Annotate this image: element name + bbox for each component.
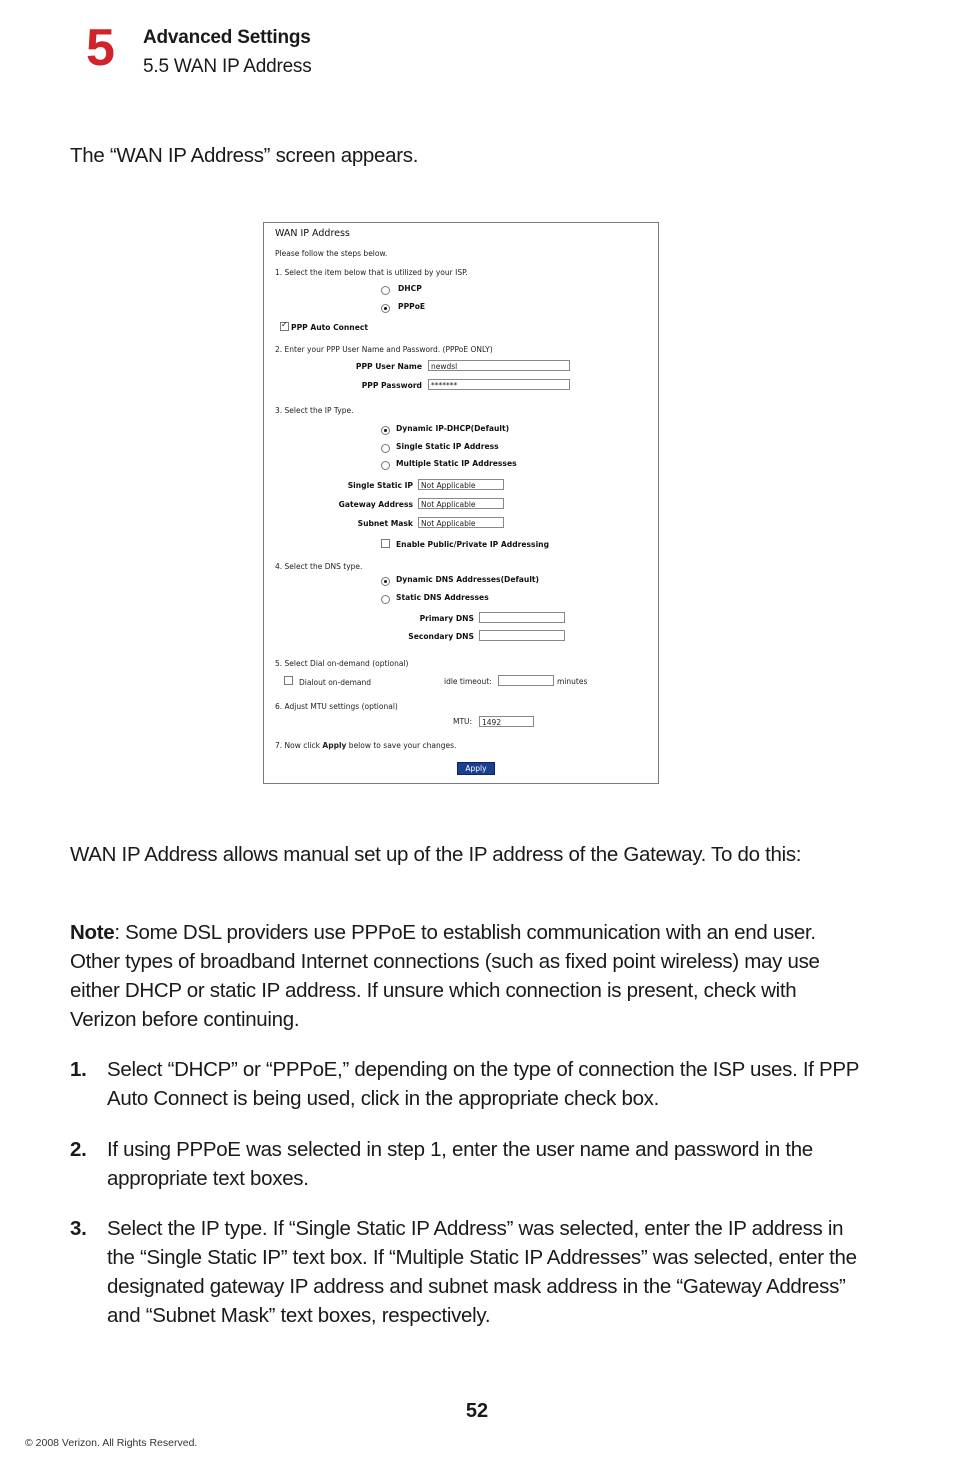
subnet-mask-input[interactable]: Not Applicable bbox=[418, 517, 504, 528]
pppoe-label: PPPoE bbox=[398, 302, 426, 311]
single-static-label: Single Static IP Address bbox=[396, 442, 499, 451]
ppp-user-label: PPP User Name bbox=[355, 362, 422, 371]
step1-text: 1. Select the item below that is utilized by your ISP. bbox=[275, 268, 468, 277]
screen-title: WAN IP Address bbox=[275, 228, 350, 239]
step-text: Select “DHCP” or “PPPoE,” depending on the type of connection the ISP uses. If PPP Auto Connect is being used, click in the appropriate check box. bbox=[107, 1058, 859, 1110]
static-dns-radio[interactable] bbox=[381, 595, 390, 604]
step5-text: 5. Select Dial on-demand (optional) bbox=[275, 659, 409, 668]
gateway-address-input[interactable]: Not Applicable bbox=[418, 498, 504, 509]
single-static-radio[interactable] bbox=[381, 444, 390, 453]
copyright: © 2008 Verizon. All Rights Reserved. bbox=[25, 1437, 198, 1449]
ppp-auto-connect-label: PPP Auto Connect bbox=[291, 323, 368, 332]
gateway-address-label: Gateway Address bbox=[338, 500, 413, 509]
note-label: Note bbox=[70, 921, 115, 944]
ppp-password-label: PPP Password bbox=[361, 381, 422, 390]
pppoe-radio[interactable] bbox=[381, 304, 390, 313]
wan-ip-screenshot bbox=[263, 222, 659, 784]
ppp-auto-connect-checkbox[interactable] bbox=[280, 322, 289, 331]
idle-timeout-label: idle timeout: bbox=[444, 677, 492, 686]
intro-text: The “WAN IP Address” screen appears. bbox=[70, 144, 419, 167]
step7-suffix: below to save your changes. bbox=[346, 741, 457, 750]
static-dns-label: Static DNS Addresses bbox=[396, 593, 489, 602]
multiple-static-label: Multiple Static IP Addresses bbox=[396, 459, 517, 468]
ppp-user-input[interactable]: newdsl bbox=[428, 360, 570, 371]
dynamic-dns-radio[interactable] bbox=[381, 577, 390, 586]
primary-dns-label: Primary DNS bbox=[419, 614, 474, 623]
step7-text bbox=[275, 741, 456, 750]
enable-public-private-checkbox[interactable] bbox=[381, 539, 390, 548]
ppp-password-input[interactable]: ******* bbox=[428, 379, 570, 390]
step-text: Select the IP type. If “Single Static IP Address” was selected, enter the IP address in the “Single Static IP” text box. If “Multiple Static IP Addresses” was selected, enter the designated gateway IP address and subnet mask address in the “Gateway Address” and “Subnet Mask” text boxes, respectively. bbox=[107, 1217, 857, 1327]
dhcp-radio[interactable] bbox=[381, 286, 390, 295]
dialout-label: Dialout on-demand bbox=[299, 678, 372, 687]
primary-dns-input[interactable] bbox=[479, 612, 565, 623]
multiple-static-radio[interactable] bbox=[381, 461, 390, 470]
idle-timeout-input[interactable] bbox=[498, 675, 554, 686]
single-static-ip-input[interactable]: Not Applicable bbox=[418, 479, 504, 490]
minutes-label: minutes bbox=[557, 677, 588, 686]
instructions-text: Please follow the steps below. bbox=[275, 249, 388, 258]
chapter-number: 5 bbox=[86, 19, 115, 77]
dynamic-ip-radio[interactable] bbox=[381, 426, 390, 435]
mtu-input[interactable]: 1492 bbox=[479, 716, 534, 727]
mtu-label: MTU: bbox=[453, 717, 473, 726]
dynamic-dns-label: Dynamic DNS Addresses(Default) bbox=[396, 575, 540, 584]
step3-text: 3. Select the IP Type. bbox=[275, 406, 354, 415]
step-number: 1. bbox=[70, 1058, 87, 1081]
step6-text: 6. Adjust MTU settings (optional) bbox=[275, 702, 398, 711]
step2-text: 2. Enter your PPP User Name and Password. (PPPoE ONLY) bbox=[275, 345, 493, 354]
dhcp-label: DHCP bbox=[398, 284, 422, 293]
step4-text: 4. Select the DNS type. bbox=[275, 562, 363, 571]
step-number: 3. bbox=[70, 1217, 87, 1240]
step-text: If using PPPoE was selected in step 1, enter the user name and password in the appropriate text boxes. bbox=[107, 1138, 813, 1190]
secondary-dns-label: Secondary DNS bbox=[408, 632, 474, 641]
enable-public-private-label: Enable Public/Private IP Addressing bbox=[396, 540, 550, 549]
note-paragraph bbox=[70, 918, 860, 1034]
step7-prefix: 7. Now click bbox=[275, 741, 323, 750]
apply-button[interactable]: Apply bbox=[457, 762, 495, 775]
secondary-dns-input[interactable] bbox=[479, 630, 565, 641]
subnet-mask-label: Subnet Mask bbox=[357, 519, 413, 528]
page-number: 52 bbox=[465, 1400, 489, 1422]
dialout-checkbox[interactable] bbox=[284, 676, 293, 685]
section-title: 5.5 WAN IP Address bbox=[143, 56, 312, 77]
chapter-title: Advanced Settings bbox=[143, 27, 311, 48]
step-number: 2. bbox=[70, 1138, 87, 1161]
wan-ip-description: WAN IP Address allows manual set up of the IP address of the Gateway. To do this: bbox=[70, 843, 802, 866]
note-text: : Some DSL providers use PPPoE to establish communication with an end user. Other types of broadband Internet connections (such as fixed point wireless) may use either DHCP or static IP address. If unsure which connection is present, check with Verizon before continuing. bbox=[70, 921, 820, 1031]
dynamic-ip-label: Dynamic IP-DHCP(Default) bbox=[396, 424, 510, 433]
step7-apply-word: Apply bbox=[322, 741, 347, 750]
single-static-ip-label: Single Static IP bbox=[347, 481, 413, 490]
